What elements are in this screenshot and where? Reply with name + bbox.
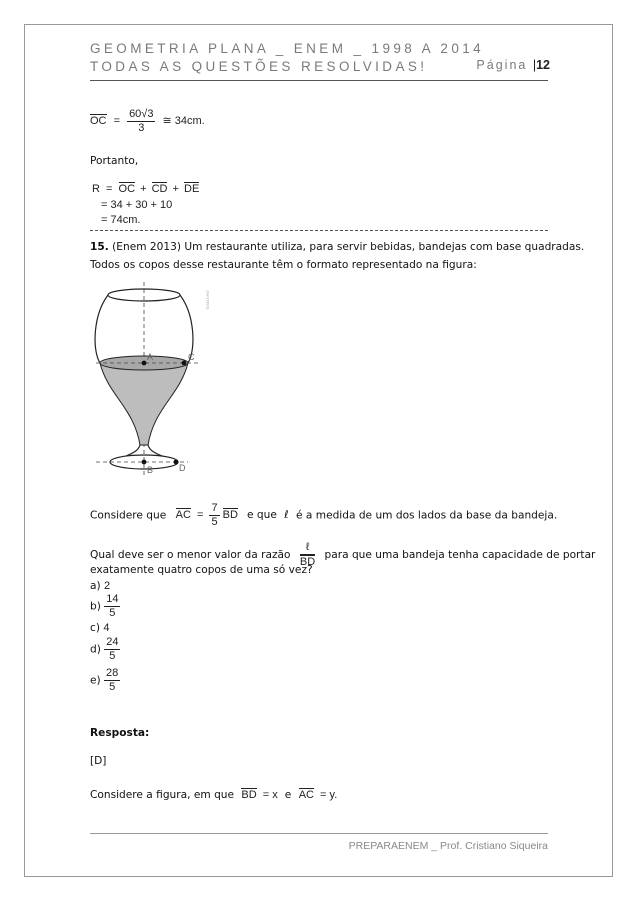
option-fraction xyxy=(104,667,120,694)
fraction-denominator: 5 xyxy=(109,681,116,693)
label-d: D xyxy=(179,463,186,473)
segment-bd: BD xyxy=(241,789,257,801)
fraction-numerator: 24 xyxy=(106,636,119,648)
header-title: GEOMETRIA PLANA _ ENEM _ 1998 A 2014 xyxy=(90,41,485,56)
option-d xyxy=(90,636,120,663)
stem-left xyxy=(126,445,140,456)
consider-mid: e que xyxy=(247,509,277,522)
question-line2: Todos os copos desse restaurante têm o formato representado na figura: xyxy=(90,259,477,271)
label-c: C xyxy=(188,352,195,362)
segment-oc: OC xyxy=(90,115,107,128)
consider-line xyxy=(90,502,557,529)
option-c xyxy=(90,622,109,634)
r-symbol: R xyxy=(92,183,100,195)
answer-letter: [D] xyxy=(90,755,107,767)
option-fraction xyxy=(104,593,120,620)
footer-rule xyxy=(90,833,548,834)
equals-sign: = xyxy=(196,509,204,522)
answer-title: Resposta: xyxy=(90,727,150,739)
point-a xyxy=(142,361,147,366)
page-label: Página xyxy=(476,58,528,72)
answer-line xyxy=(90,789,337,801)
footer-text: PREPARAENEM _ Prof. Cristiano Siqueira xyxy=(348,840,548,852)
ask-post: para que uma bandeja tenha capacidade de portar xyxy=(324,549,596,561)
equals-sign: = xyxy=(106,183,113,195)
option-value: 2 xyxy=(104,580,111,592)
ell-symbol: ℓ xyxy=(284,509,289,522)
wine-glass-figure xyxy=(88,280,228,480)
fraction-denominator: BD xyxy=(299,556,316,568)
option-value: 4 xyxy=(103,622,110,634)
liquid-fill xyxy=(100,363,188,445)
page-header xyxy=(90,40,550,76)
answer-pre: Considere a figura, em que xyxy=(90,789,235,801)
point-b xyxy=(142,460,147,465)
eq-y: = y. xyxy=(320,789,338,801)
consider-post: é a medida de um dos lados da base da bandeja. xyxy=(296,509,558,522)
fraction-numerator: ℓ xyxy=(300,541,315,555)
label-b: B xyxy=(147,465,154,475)
ask-line2: exatamente quatro copos de uma só vez? xyxy=(90,564,313,576)
option-letter: e) xyxy=(90,674,101,687)
fraction-denominator: 5 xyxy=(109,607,116,619)
option-letter: c) xyxy=(90,622,100,634)
fraction-numerator: 60√3 xyxy=(129,108,154,120)
bowl-left xyxy=(95,295,108,363)
option-letter: b) xyxy=(90,600,101,613)
figure-watermark: TAMANHO xyxy=(205,290,210,310)
consider-pre: Considere que xyxy=(90,509,167,522)
equation-r-line2: = 34 + 30 + 10 xyxy=(101,199,173,211)
equation-r-line3: = 74cm. xyxy=(101,214,141,226)
segment-ac: AC xyxy=(298,789,314,801)
point-c xyxy=(182,361,187,366)
portanto-text: Portanto, xyxy=(90,155,139,167)
label-a: A xyxy=(147,352,154,362)
option-a xyxy=(90,580,110,592)
eq-x: = x xyxy=(262,789,278,801)
segment-cd: CD xyxy=(151,183,168,195)
equation-r-line1: R = OC + CD + DE xyxy=(92,183,200,195)
option-fraction xyxy=(104,636,120,663)
question-text: (Enem 2013) Um restaurante utiliza, para servir bebidas, bandejas com base quadradas. xyxy=(112,241,585,253)
section-divider xyxy=(90,230,548,231)
segment-oc: OC xyxy=(118,183,136,195)
conjunction: e xyxy=(284,789,292,801)
fraction-numerator: 14 xyxy=(106,593,119,605)
segment-bd: BD xyxy=(222,509,238,522)
option-e xyxy=(90,667,120,694)
equation-oc xyxy=(90,108,205,135)
approx-value: ≅ 34cm. xyxy=(162,115,205,128)
option-letter: a) xyxy=(90,580,101,592)
segment-ac: AC xyxy=(175,509,191,522)
fraction-numerator: 7 xyxy=(211,502,218,514)
stem-right xyxy=(148,445,162,456)
header-rule xyxy=(90,80,548,81)
point-d xyxy=(174,460,179,465)
fraction-numerator: 28 xyxy=(106,667,119,679)
option-b xyxy=(90,593,120,620)
fraction-7-5 xyxy=(209,502,219,529)
fraction-oc xyxy=(127,108,155,135)
segment-de: DE xyxy=(184,183,200,195)
question-number: 15. xyxy=(90,241,109,253)
page-reference: Página |12 xyxy=(476,58,550,72)
header-subtitle: TODAS AS QUESTÕES RESOLVIDAS! xyxy=(90,59,428,74)
fraction-denominator: 3 xyxy=(138,122,145,134)
ask-pre: Qual deve ser o menor valor da razão xyxy=(90,549,291,561)
question-line1 xyxy=(90,241,584,253)
option-letter: d) xyxy=(90,643,101,656)
equals-sign: = xyxy=(113,115,120,128)
fraction-denominator: 5 xyxy=(211,516,218,528)
fraction-denominator: 5 xyxy=(109,650,116,662)
page-number: 12 xyxy=(536,58,550,72)
